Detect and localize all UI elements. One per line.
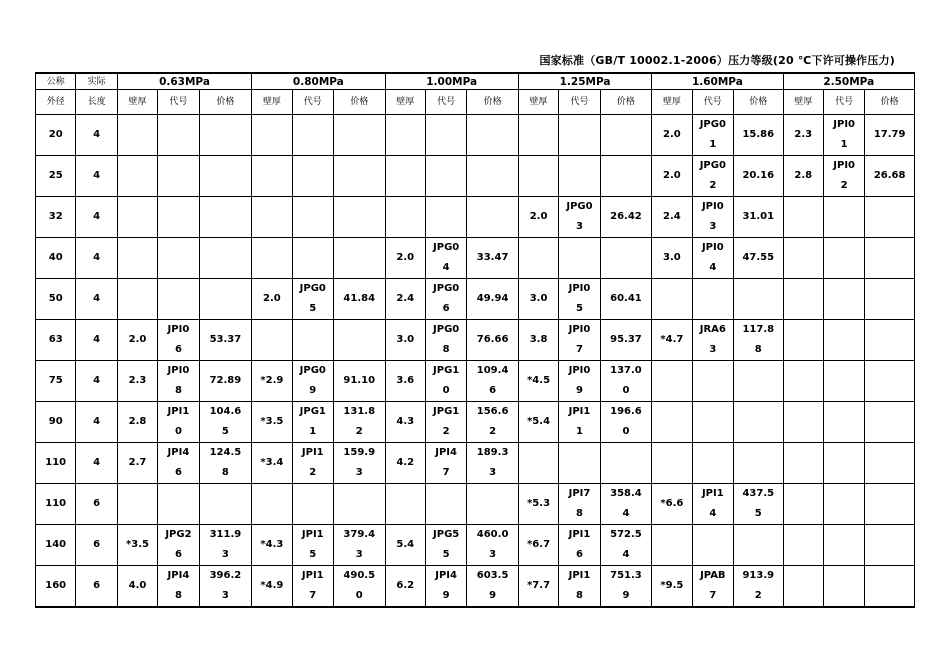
cell-nominal-od: 40 <box>36 238 76 279</box>
table-caption: 国家标准（GB/T 10002.1-2006）压力等级(20 ℃下许可操作压力) <box>539 54 895 67</box>
cell-code <box>823 443 864 484</box>
cell-price: 41.84 <box>333 279 385 320</box>
header-wall: 壁厚 <box>652 90 692 115</box>
cell-code: JPAB 7 <box>692 566 733 608</box>
cell-code: JPG5 5 <box>425 525 466 566</box>
table-row <box>36 238 915 279</box>
cell-price <box>734 279 784 320</box>
cell-code <box>292 156 333 197</box>
table-row <box>36 197 915 238</box>
header-wall: 壁厚 <box>117 90 157 115</box>
cell-price <box>199 484 252 525</box>
cell-length: 4 <box>76 361 117 402</box>
cell-price: 751.3 9 <box>600 566 652 608</box>
cell-price: 311.9 3 <box>199 525 252 566</box>
table-row <box>36 443 915 484</box>
cell-price: 490.5 0 <box>333 566 385 608</box>
cell-code <box>823 402 864 443</box>
cell-length: 4 <box>76 197 117 238</box>
table-row <box>36 402 915 443</box>
cell-code: JPG0 1 <box>692 115 733 156</box>
cell-code: JPI1 6 <box>559 525 600 566</box>
cell-code: JPI7 8 <box>559 484 600 525</box>
cell-wall <box>783 525 823 566</box>
cell-price <box>865 402 915 443</box>
cell-code: JPI1 7 <box>292 566 333 608</box>
cell-price: 460.0 3 <box>467 525 519 566</box>
cell-nominal-od: 20 <box>36 115 76 156</box>
cell-code <box>158 197 199 238</box>
cell-length: 6 <box>76 566 117 608</box>
cell-price: 603.5 9 <box>467 566 519 608</box>
cell-wall: 4.2 <box>385 443 425 484</box>
cell-price <box>467 115 519 156</box>
header-code: 代号 <box>158 90 199 115</box>
header-pressure-1.60: 1.60MPa <box>652 73 783 90</box>
header-pressure-0.80: 0.80MPa <box>252 73 385 90</box>
cell-price: 33.47 <box>467 238 519 279</box>
cell-length: 4 <box>76 402 117 443</box>
cell-wall: 2.3 <box>117 361 157 402</box>
cell-code <box>158 279 199 320</box>
cell-wall: 3.8 <box>518 320 558 361</box>
cell-nominal-od: 110 <box>36 484 76 525</box>
cell-code <box>823 279 864 320</box>
cell-wall: 4.3 <box>385 402 425 443</box>
cell-price <box>467 484 519 525</box>
cell-wall <box>117 484 157 525</box>
cell-wall: *4.9 <box>252 566 292 608</box>
cell-length: 4 <box>76 238 117 279</box>
header-code: 代号 <box>559 90 600 115</box>
cell-wall: 2.0 <box>252 279 292 320</box>
header-code: 代号 <box>823 90 864 115</box>
header-wall: 壁厚 <box>385 90 425 115</box>
cell-wall: 2.4 <box>385 279 425 320</box>
cell-wall <box>117 156 157 197</box>
cell-length: 4 <box>76 156 117 197</box>
cell-code: JPI1 4 <box>692 484 733 525</box>
table-body <box>36 115 915 608</box>
cell-wall: 2.0 <box>385 238 425 279</box>
cell-price: 196.6 0 <box>600 402 652 443</box>
cell-wall: 3.0 <box>652 238 692 279</box>
cell-price <box>199 156 252 197</box>
cell-wall: 4.0 <box>117 566 157 608</box>
cell-price: 572.5 4 <box>600 525 652 566</box>
cell-wall: 2.3 <box>783 115 823 156</box>
cell-code <box>823 320 864 361</box>
cell-wall: *2.9 <box>252 361 292 402</box>
cell-price: 72.89 <box>199 361 252 402</box>
cell-price <box>467 197 519 238</box>
cell-code: JPG0 4 <box>425 238 466 279</box>
cell-code: JPG0 6 <box>425 279 466 320</box>
cell-nominal-od: 90 <box>36 402 76 443</box>
cell-price: 379.4 3 <box>333 525 385 566</box>
cell-wall <box>385 197 425 238</box>
cell-code: JPI0 4 <box>692 238 733 279</box>
cell-price: 137.0 0 <box>600 361 652 402</box>
table-row <box>36 525 915 566</box>
cell-length: 4 <box>76 443 117 484</box>
cell-wall <box>117 238 157 279</box>
header-od-top: 公称 <box>36 73 76 90</box>
cell-code: JPI4 7 <box>425 443 466 484</box>
cell-code: JPG1 1 <box>292 402 333 443</box>
cell-code <box>158 156 199 197</box>
cell-code: JPG0 5 <box>292 279 333 320</box>
cell-code <box>559 115 600 156</box>
cell-code: JPG0 8 <box>425 320 466 361</box>
cell-code: JPI0 6 <box>158 320 199 361</box>
cell-wall <box>518 115 558 156</box>
cell-code <box>425 156 466 197</box>
cell-wall: *7.7 <box>518 566 558 608</box>
cell-code <box>559 238 600 279</box>
cell-price <box>865 484 915 525</box>
table-row <box>36 156 915 197</box>
cell-wall <box>783 238 823 279</box>
pipe-price-table <box>35 72 915 608</box>
cell-wall: *4.3 <box>252 525 292 566</box>
cell-wall <box>783 361 823 402</box>
table-row <box>36 566 915 608</box>
cell-wall: 3.6 <box>385 361 425 402</box>
cell-price: 159.9 3 <box>333 443 385 484</box>
table-row <box>36 484 915 525</box>
cell-wall: 2.0 <box>652 156 692 197</box>
cell-wall: *9.5 <box>652 566 692 608</box>
cell-wall: 3.0 <box>385 320 425 361</box>
cell-price <box>865 361 915 402</box>
cell-price <box>467 156 519 197</box>
cell-wall: 2.8 <box>117 402 157 443</box>
cell-price: 49.94 <box>467 279 519 320</box>
header-od-bottom: 外径 <box>36 90 76 115</box>
cell-wall <box>117 115 157 156</box>
cell-code: JPI0 1 <box>823 115 864 156</box>
table-row <box>36 279 915 320</box>
cell-code <box>559 156 600 197</box>
cell-code: JPG0 2 <box>692 156 733 197</box>
cell-wall: 2.0 <box>652 115 692 156</box>
cell-code <box>425 197 466 238</box>
cell-wall: *6.6 <box>652 484 692 525</box>
header-pressure-1.00: 1.00MPa <box>385 73 518 90</box>
cell-nominal-od: 160 <box>36 566 76 608</box>
header-code: 代号 <box>425 90 466 115</box>
cell-wall: 2.0 <box>518 197 558 238</box>
cell-code <box>823 525 864 566</box>
cell-wall <box>783 197 823 238</box>
header-length-top: 实际 <box>76 73 117 90</box>
cell-price <box>600 238 652 279</box>
cell-price: 156.6 2 <box>467 402 519 443</box>
cell-price <box>865 525 915 566</box>
cell-wall <box>783 566 823 608</box>
header-pressure-2.50: 2.50MPa <box>783 73 914 90</box>
cell-code <box>692 361 733 402</box>
cell-wall <box>117 279 157 320</box>
header-length-bottom: 长度 <box>76 90 117 115</box>
cell-wall: 3.0 <box>518 279 558 320</box>
cell-price <box>734 402 784 443</box>
cell-wall: 2.4 <box>652 197 692 238</box>
cell-code: JPI0 7 <box>559 320 600 361</box>
cell-price: 53.37 <box>199 320 252 361</box>
cell-wall: 2.0 <box>117 320 157 361</box>
cell-wall: *4.5 <box>518 361 558 402</box>
cell-wall <box>518 156 558 197</box>
header-wall: 壁厚 <box>252 90 292 115</box>
cell-length: 4 <box>76 279 117 320</box>
cell-nominal-od: 63 <box>36 320 76 361</box>
cell-code: JPI0 3 <box>692 197 733 238</box>
cell-price: 60.41 <box>600 279 652 320</box>
cell-wall <box>252 238 292 279</box>
header-price: 价格 <box>467 90 519 115</box>
cell-code <box>692 443 733 484</box>
cell-wall: *3.5 <box>117 525 157 566</box>
cell-code <box>692 525 733 566</box>
cell-code: JPI4 8 <box>158 566 199 608</box>
cell-price <box>865 320 915 361</box>
cell-code <box>692 402 733 443</box>
cell-wall: *3.5 <box>252 402 292 443</box>
cell-wall <box>385 115 425 156</box>
cell-code: JPG2 6 <box>158 525 199 566</box>
cell-wall: 6.2 <box>385 566 425 608</box>
header-price: 价格 <box>865 90 915 115</box>
cell-code <box>292 320 333 361</box>
cell-price: 124.5 8 <box>199 443 252 484</box>
header-wall: 壁厚 <box>518 90 558 115</box>
cell-wall <box>385 156 425 197</box>
cell-code <box>823 238 864 279</box>
cell-code <box>425 484 466 525</box>
cell-wall: *5.3 <box>518 484 558 525</box>
header-price: 价格 <box>600 90 652 115</box>
cell-code: JPI1 5 <box>292 525 333 566</box>
cell-code <box>158 115 199 156</box>
cell-wall: 2.7 <box>117 443 157 484</box>
header-row-pressure <box>36 73 915 90</box>
cell-price: 76.66 <box>467 320 519 361</box>
cell-code: JPG1 2 <box>425 402 466 443</box>
cell-wall: *5.4 <box>518 402 558 443</box>
cell-code: JPI1 8 <box>559 566 600 608</box>
cell-code <box>158 238 199 279</box>
cell-code <box>158 484 199 525</box>
cell-code: JPG0 9 <box>292 361 333 402</box>
cell-code: JPI4 9 <box>425 566 466 608</box>
cell-price: 117.8 8 <box>734 320 784 361</box>
cell-price <box>333 238 385 279</box>
cell-wall <box>518 238 558 279</box>
header-price: 价格 <box>734 90 784 115</box>
cell-code: JPI0 9 <box>559 361 600 402</box>
cell-price <box>333 197 385 238</box>
header-code: 代号 <box>692 90 733 115</box>
cell-price <box>865 197 915 238</box>
cell-code: JPI4 6 <box>158 443 199 484</box>
cell-price <box>600 156 652 197</box>
cell-wall <box>652 525 692 566</box>
cell-code <box>823 197 864 238</box>
cell-nominal-od: 75 <box>36 361 76 402</box>
cell-price: 396.2 3 <box>199 566 252 608</box>
header-pressure-1.25: 1.25MPa <box>518 73 651 90</box>
cell-nominal-od: 25 <box>36 156 76 197</box>
cell-wall <box>783 279 823 320</box>
cell-code <box>559 443 600 484</box>
header-price: 价格 <box>333 90 385 115</box>
cell-price: 358.4 4 <box>600 484 652 525</box>
cell-price <box>199 238 252 279</box>
cell-wall <box>252 484 292 525</box>
cell-code <box>292 197 333 238</box>
cell-nominal-od: 32 <box>36 197 76 238</box>
cell-price: 437.5 5 <box>734 484 784 525</box>
table-row <box>36 115 915 156</box>
cell-code <box>292 115 333 156</box>
cell-wall: *4.7 <box>652 320 692 361</box>
cell-code: JPI1 1 <box>559 402 600 443</box>
cell-code <box>823 484 864 525</box>
cell-price: 91.10 <box>333 361 385 402</box>
cell-price <box>734 443 784 484</box>
cell-wall <box>252 115 292 156</box>
cell-length: 6 <box>76 484 117 525</box>
cell-price <box>199 115 252 156</box>
cell-price: 131.8 2 <box>333 402 385 443</box>
cell-wall <box>783 443 823 484</box>
cell-wall: 2.8 <box>783 156 823 197</box>
cell-price <box>734 361 784 402</box>
header-pressure-0.63: 0.63MPa <box>117 73 251 90</box>
cell-wall <box>652 402 692 443</box>
cell-price <box>865 566 915 608</box>
cell-price: 15.86 <box>734 115 784 156</box>
cell-wall: *3.4 <box>252 443 292 484</box>
table-row <box>36 320 915 361</box>
cell-price <box>865 238 915 279</box>
cell-wall <box>783 484 823 525</box>
cell-code: JPG0 3 <box>559 197 600 238</box>
cell-length: 4 <box>76 115 117 156</box>
cell-wall <box>783 402 823 443</box>
cell-wall: 5.4 <box>385 525 425 566</box>
cell-price <box>333 320 385 361</box>
cell-price: 26.68 <box>865 156 915 197</box>
cell-price <box>333 115 385 156</box>
cell-price: 17.79 <box>865 115 915 156</box>
cell-price: 95.37 <box>600 320 652 361</box>
cell-price <box>734 525 784 566</box>
cell-price <box>865 443 915 484</box>
cell-code <box>823 361 864 402</box>
cell-code: JPI0 2 <box>823 156 864 197</box>
cell-nominal-od: 50 <box>36 279 76 320</box>
cell-code: JPI0 8 <box>158 361 199 402</box>
cell-price: 913.9 2 <box>734 566 784 608</box>
cell-wall <box>783 320 823 361</box>
cell-wall: *6.7 <box>518 525 558 566</box>
table-row <box>36 361 915 402</box>
cell-price: 47.55 <box>734 238 784 279</box>
cell-code <box>823 566 864 608</box>
cell-price <box>333 484 385 525</box>
cell-code: JPI0 5 <box>559 279 600 320</box>
cell-price <box>333 156 385 197</box>
cell-code <box>292 238 333 279</box>
cell-price <box>600 443 652 484</box>
cell-code: JRA6 3 <box>692 320 733 361</box>
cell-nominal-od: 110 <box>36 443 76 484</box>
cell-wall <box>652 361 692 402</box>
cell-code: JPG1 0 <box>425 361 466 402</box>
cell-wall <box>385 484 425 525</box>
header-code: 代号 <box>292 90 333 115</box>
cell-nominal-od: 140 <box>36 525 76 566</box>
cell-price: 104.6 5 <box>199 402 252 443</box>
cell-price: 109.4 6 <box>467 361 519 402</box>
cell-wall <box>117 197 157 238</box>
cell-price <box>600 115 652 156</box>
cell-length: 6 <box>76 525 117 566</box>
cell-wall <box>652 279 692 320</box>
header-price: 价格 <box>199 90 252 115</box>
cell-wall <box>252 197 292 238</box>
cell-wall <box>252 320 292 361</box>
cell-code <box>425 115 466 156</box>
cell-price <box>865 279 915 320</box>
cell-price <box>199 197 252 238</box>
header-wall: 壁厚 <box>783 90 823 115</box>
cell-length: 4 <box>76 320 117 361</box>
header-row-sub <box>36 90 915 115</box>
cell-wall <box>518 443 558 484</box>
cell-price: 189.3 3 <box>467 443 519 484</box>
cell-code <box>692 279 733 320</box>
cell-code <box>292 484 333 525</box>
cell-wall <box>252 156 292 197</box>
cell-price: 31.01 <box>734 197 784 238</box>
cell-code: JPI1 2 <box>292 443 333 484</box>
cell-price: 20.16 <box>734 156 784 197</box>
cell-wall <box>652 443 692 484</box>
cell-code: JPI1 0 <box>158 402 199 443</box>
cell-price: 26.42 <box>600 197 652 238</box>
cell-price <box>199 279 252 320</box>
